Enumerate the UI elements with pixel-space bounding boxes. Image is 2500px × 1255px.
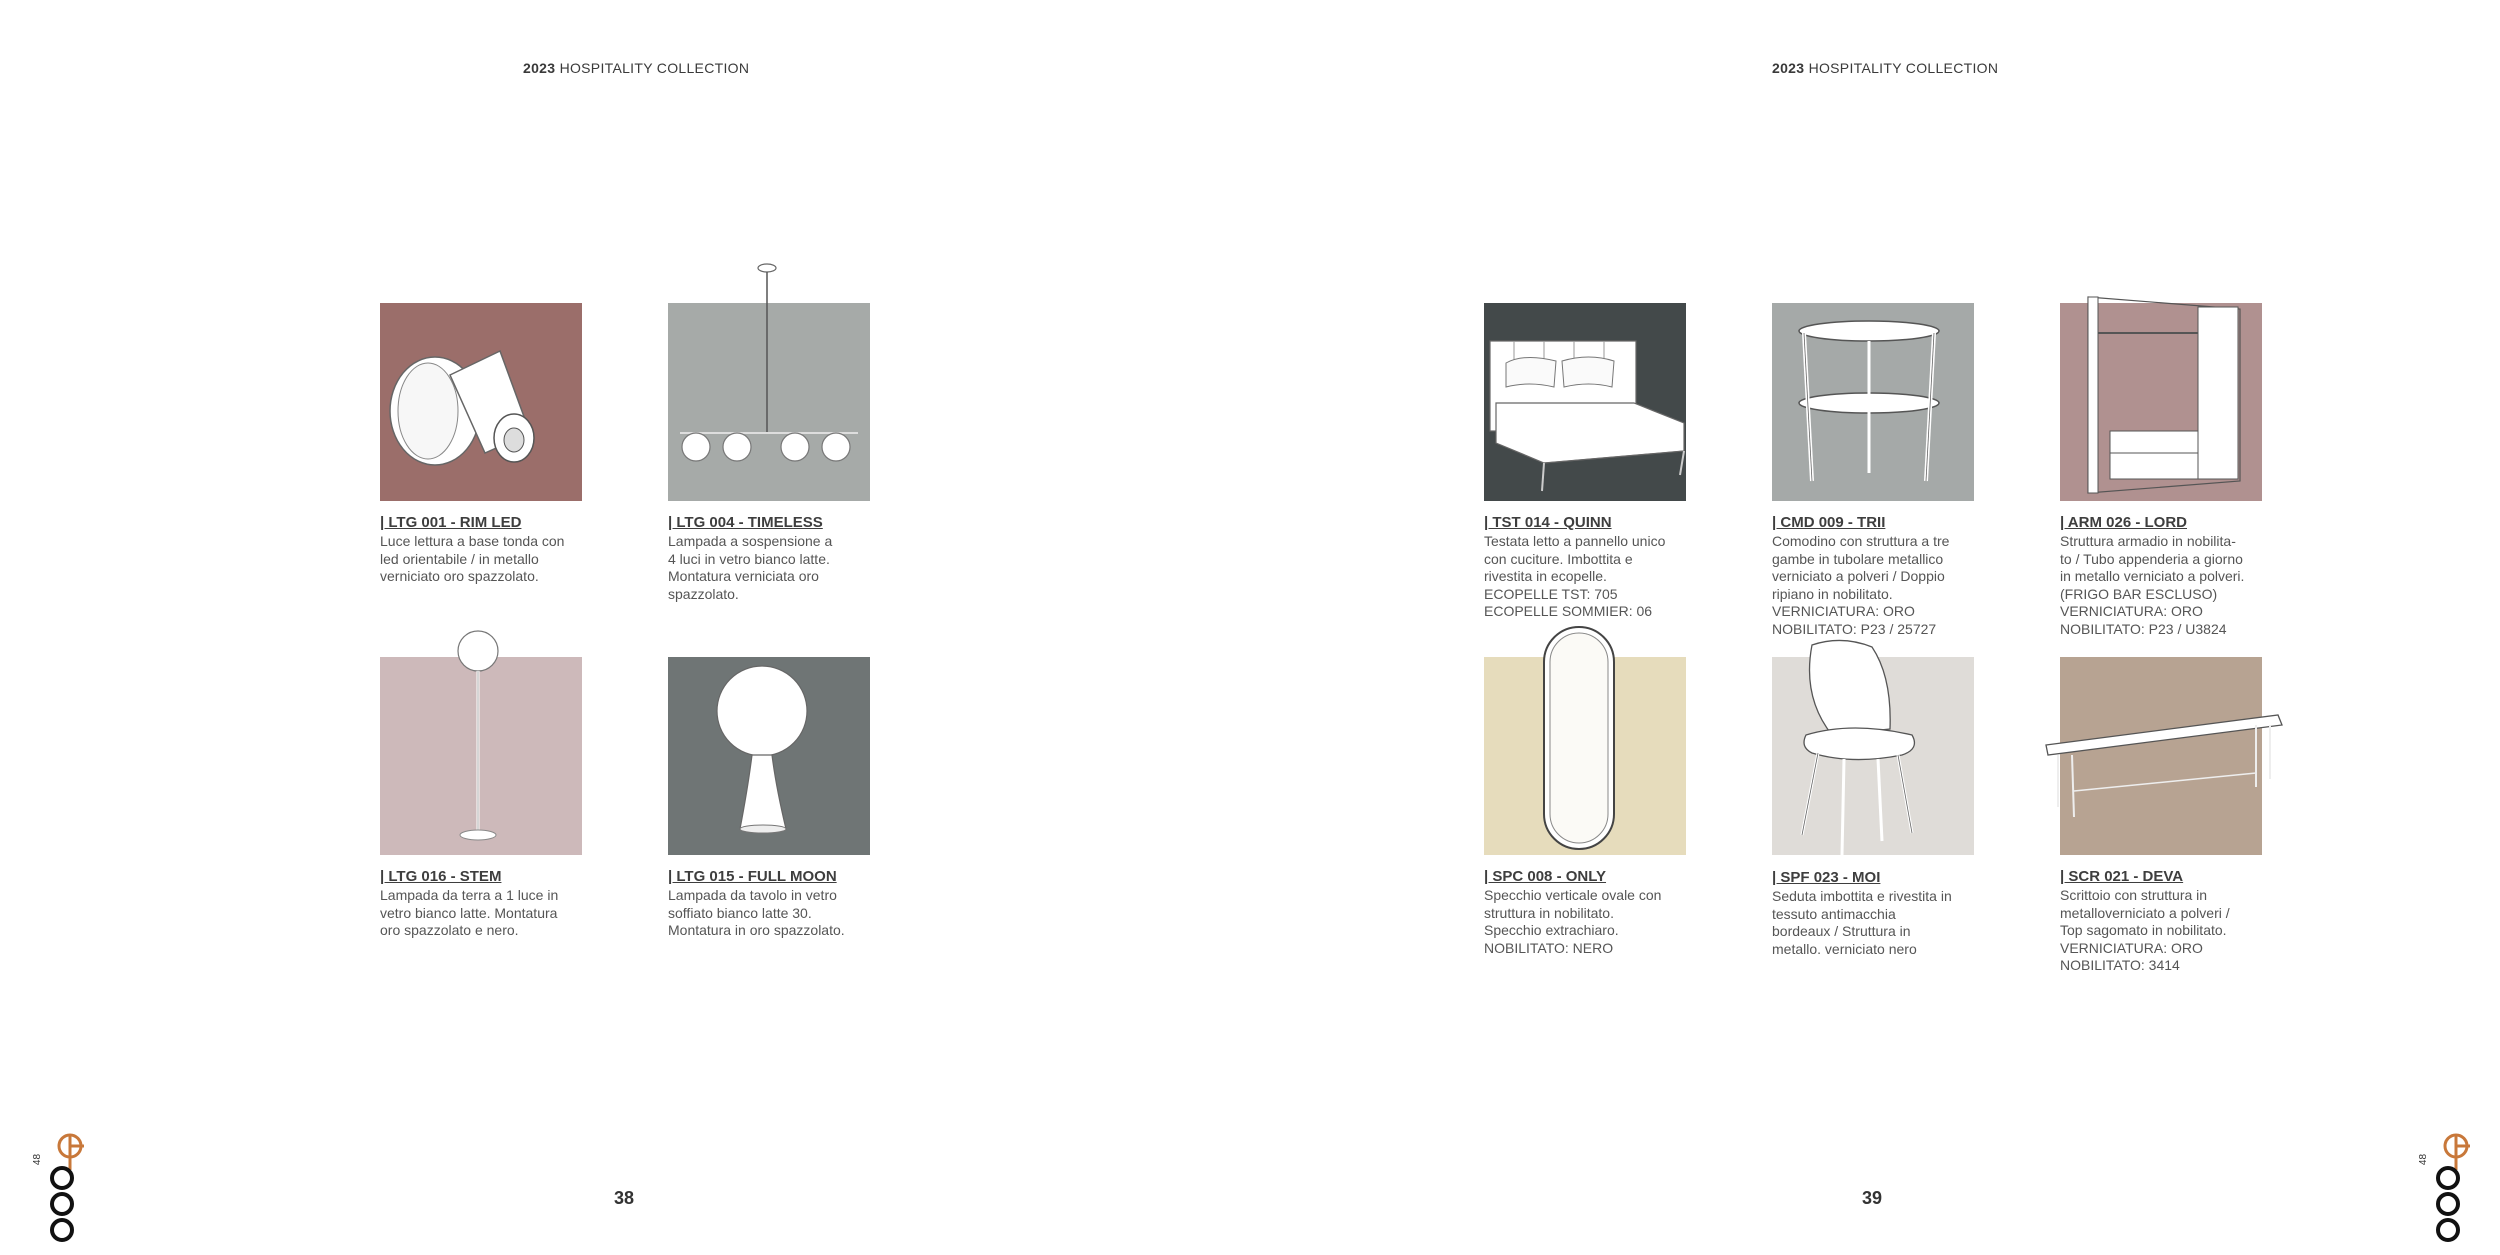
brand-logo-icon (2420, 1130, 2470, 1250)
tile-background (2060, 657, 2262, 855)
product-caption-only (1484, 868, 1690, 957)
table-lamp-icon (668, 657, 870, 855)
chair-icon (1772, 657, 1974, 855)
left-header-text: HOSPITALITY COLLECTION (559, 60, 750, 76)
product-description: Lampada da tavolo in vetro soffiato bianco latte 30. Montatura in oro spazzolato. (668, 887, 845, 938)
pendant-lamp-icon (668, 303, 870, 501)
product-code: | CMD 009 - TRII (1772, 514, 1886, 531)
product-code: | LTG 001 - RIM LED (380, 514, 522, 531)
mirror-icon (1484, 657, 1686, 855)
left-page-number: 38 (614, 1188, 635, 1208)
tile-background (668, 303, 870, 501)
reading-light-icon (380, 303, 582, 501)
product-description: Luce lettura a base tonda con led orientabile / in metallo verniciato oro spazzolato. (380, 533, 565, 584)
brand-logo-left (34, 1130, 84, 1240)
bed-icon (1484, 303, 1686, 501)
logo-number: 48 (32, 1153, 44, 1166)
product-description: Specchio verticale ovale con struttura in nobilitato. Specchio extrachiaro. NOBILITATO: NERO (1484, 887, 1662, 956)
product-caption-stem (380, 868, 586, 940)
product-code: | ARM 026 - LORD (2060, 514, 2187, 531)
product-tile-stem (380, 657, 582, 855)
product-tile-full-moon (668, 657, 870, 855)
brand-logo-icon (34, 1130, 84, 1250)
product-code: | LTG 004 - TIMELESS (668, 514, 823, 531)
product-caption-deva (2060, 868, 2266, 975)
product-description: Lampada a sospensione a 4 luci in vetro bianco latte. Montatura verniciata oro spazzolato. (668, 533, 833, 602)
product-code: | SPC 008 - ONLY (1484, 868, 1607, 885)
brand-logo-right (2420, 1130, 2470, 1240)
product-caption-moi (1772, 869, 1978, 958)
product-description: Comodino con struttura a tre gambe in tubolare metallico verniciato a polveri / Doppio ripiano in nobilitato. VERNICIATURA: ORO NOBILITATO: P23 / 25727 (1772, 533, 1950, 637)
left-page-header (523, 60, 749, 76)
product-description: Scrittoio con struttura in metalloverniciato a polveri / Top sagomato in nobilitato. VERNICIATURA: ORO NOBILITATO: 3414 (2060, 887, 2230, 973)
product-tile-only (1484, 657, 1686, 855)
product-caption-lord (2060, 514, 2266, 638)
floor-lamp-icon (380, 657, 582, 855)
product-description: Lampada da terra a 1 luce in vetro bianco latte. Montatura oro spazzolato e nero. (380, 887, 559, 938)
product-caption-rim-led (380, 514, 586, 586)
product-tile-deva (2060, 657, 2262, 855)
product-tile-moi (1772, 657, 1974, 855)
side-table-icon (1772, 303, 1974, 501)
product-code: | LTG 015 - FULL MOON (668, 868, 837, 885)
desk-icon (2060, 657, 2262, 855)
product-tile-quinn (1484, 303, 1686, 501)
product-code: | LTG 016 - STEM (380, 868, 502, 885)
right-header-year: 2023 (1772, 60, 1805, 76)
product-tile-rim-led (380, 303, 582, 501)
product-code: | TST 014 - QUINN (1484, 514, 1612, 531)
right-page-header (1772, 60, 1998, 76)
product-tile-timeless (668, 303, 870, 501)
product-code: | SPF 023 - MOI (1772, 869, 1881, 886)
wardrobe-icon (2060, 303, 2262, 501)
product-description: Struttura armadio in nobilita- to / Tubo appenderia a giorno in metallo verniciato a polveri. (FRIGO BAR ESCLUSO) VERNICIATURA: ORO NOBILITATO: P23 / U3824 (2060, 533, 2245, 637)
product-code: | SCR 021 - DEVA (2060, 868, 2184, 885)
product-caption-full-moon (668, 868, 874, 940)
product-caption-trii (1772, 514, 1978, 638)
right-header-text: HOSPITALITY COLLECTION (1808, 60, 1999, 76)
product-caption-quinn (1484, 514, 1690, 621)
right-page-number: 39 (1862, 1188, 1883, 1208)
product-caption-timeless (668, 514, 874, 603)
product-tile-lord (2060, 303, 2262, 501)
logo-number: 48 (2418, 1153, 2430, 1166)
left-header-year: 2023 (523, 60, 556, 76)
tile-background (380, 657, 582, 855)
product-description: Seduta imbottita e rivestita in tessuto antimacchia bordeaux / Struttura in metallo. verniciato nero (1772, 888, 1952, 957)
product-description: Testata letto a pannello unico con cuciture. Imbottita e rivestita in ecopelle. ECOPELLE TST: 705 ECOPELLE SOMMIER: 06 (1484, 533, 1666, 619)
product-tile-trii (1772, 303, 1974, 501)
